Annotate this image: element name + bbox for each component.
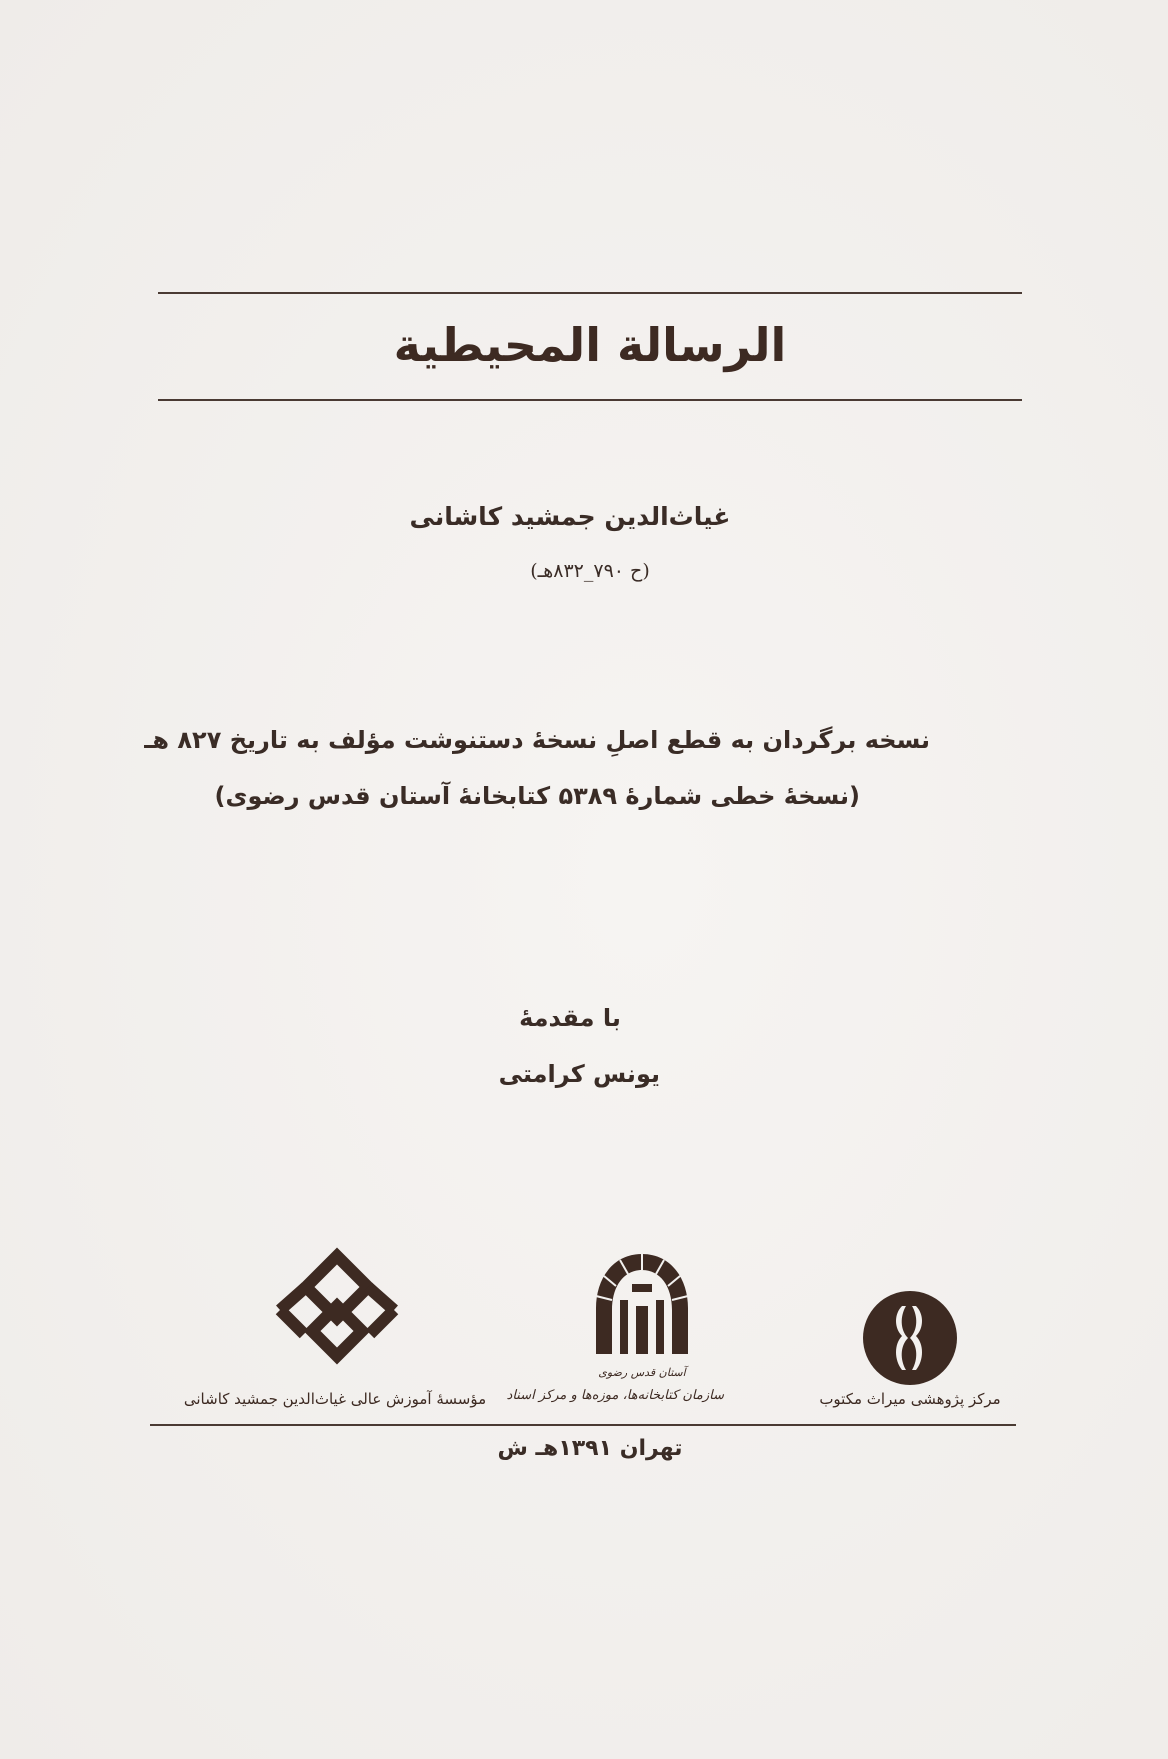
- manuscript-reference: (نسخهٔ خطی شمارهٔ ۵۳۸۹ کتابخانهٔ آستان قدس رضوی): [214, 782, 860, 810]
- circle-emblem-logo-icon: [862, 1290, 958, 1386]
- book-title: الرسالة المحيطية: [393, 318, 787, 372]
- author-dates: (ح ۷۹۰_۸۳۲هـ): [530, 560, 650, 582]
- title-bottom-rule: [158, 399, 1022, 401]
- publisher-caption-kashani-institute: مؤسسهٔ آموزش عالی غیاث‌الدین جمشید کاشانی: [183, 1390, 487, 1408]
- publisher-caption-miras-maktoob: مرکز پژوهشی میراث مکتوب: [819, 1390, 1001, 1408]
- title-top-rule: [158, 292, 1022, 294]
- introduction-label: با مقدمهٔ: [519, 1004, 621, 1032]
- imprint-place-date: تهران ۱۳۹۱هـ ش: [497, 1436, 683, 1461]
- publisher-caption-library-org: سازمان کتابخانه‌ها، موزه‌ها و مرکز اسناد: [506, 1388, 724, 1403]
- edition-description: نسخه برگردان به قطع اصلِ نسخهٔ دستنوشت مؤلف به تاریخ ۸۲۷ هـ: [144, 726, 930, 754]
- imprint-rule: [150, 1424, 1016, 1426]
- introduction-author: یونس کرامتی: [498, 1060, 660, 1088]
- author-name: غیاث‌الدین جمشید کاشانی: [409, 502, 731, 531]
- dome-logo-icon: [590, 1250, 694, 1360]
- publisher-subcaption-astan-quds: آستان قدس رضوی: [598, 1366, 686, 1379]
- diamond-lattice-logo-icon: [274, 1246, 400, 1372]
